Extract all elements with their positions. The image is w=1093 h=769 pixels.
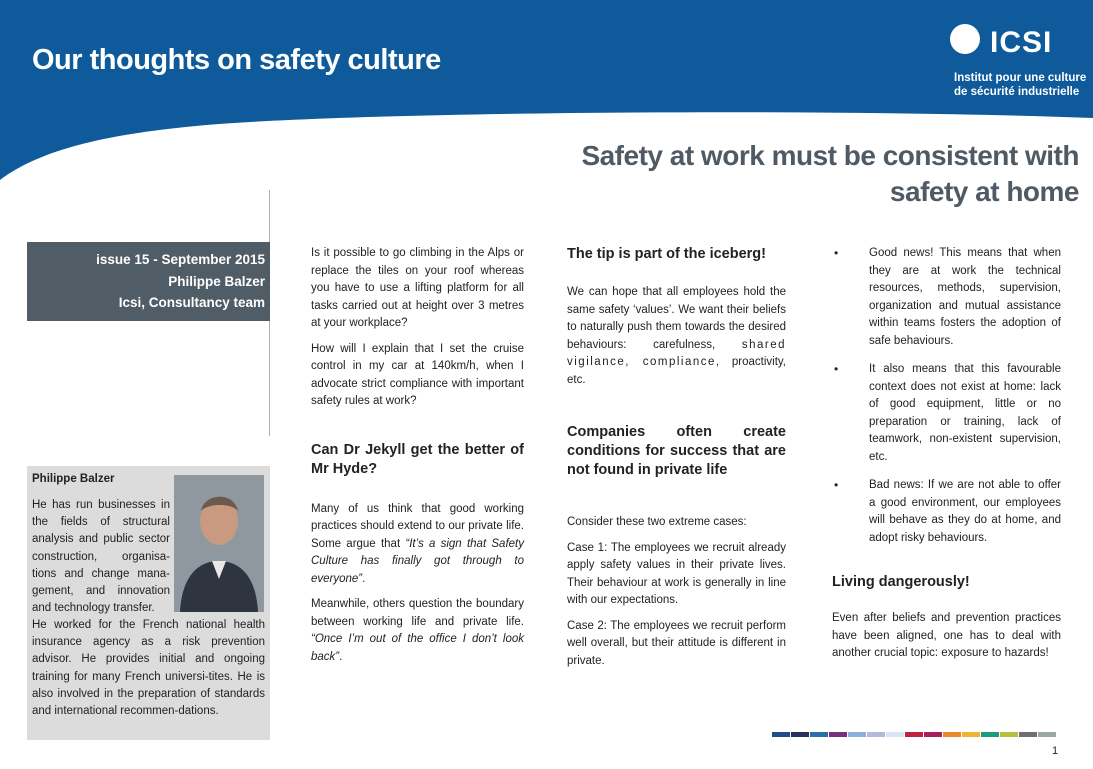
color-swatch [905,732,923,737]
column-1 [311,245,524,674]
page-number: 1 [1052,745,1059,757]
living-dangerously-paragraph: Even after beliefs and prevention practices have been aligned, one has to deal with another crucial topic: exposure to hazards! [832,612,1061,659]
color-swatch [772,732,790,737]
color-swatch [981,732,999,737]
case-1: Case 1: The employees we recruit already apply safety values in their private lives. Their behaviour at work is generally in line with our expectations. [567,541,786,606]
header-title: Our thoughts on safety culture [32,44,441,76]
issue-box [27,242,270,321]
bullet-list [832,245,1061,547]
logo-subtitle-line1: Institut pour une culture [954,72,1087,84]
color-swatch [886,732,904,737]
logo-name: ICSI [990,26,1053,59]
color-swatch [924,732,942,737]
bullet-icon: • [834,246,839,260]
color-swatch [962,732,980,737]
list-item: • Bad news: If we are not able to offer a good environment, our employees will behave as they do at home, and adopt risky behaviours. [834,478,1061,544]
list-item: • Good news! This means that when they are at work the technical resources, methods, supervision, organization and mutual assistance within teams fosters the adoption of safe behaviours. [834,246,1061,347]
intro-paragraph-2: How will I explain that I set the cruise control in my car at 140km/h, when I advocate strict compliance with important safety rules at work? [311,342,524,407]
color-swatch [867,732,885,737]
color-swatch [1038,732,1056,737]
heading-living-dangerously: Living dangerously! [832,574,970,590]
person-icon [174,475,264,612]
column-3 [832,245,1061,671]
bio-text-long: He worked for the French national health insurance agency as a risk prevention advisor. He provides initial and ongoing training for many French universi-tites. He is also involved in the preparation of standards and international recommen-dations. [32,619,265,718]
jekyll-paragraph-1: Many of us think that good working practices should extend to our private life. Some argue that “It’s a sign that Safety Culture has finally got through to everyone”. [311,502,524,585]
logo-subtitle-line2: de sécurité industrielle [954,86,1080,98]
color-swatch [810,732,828,737]
color-swatch [829,732,847,737]
color-swatch [1000,732,1018,737]
color-swatch [848,732,866,737]
intro-paragraph-1: Is it possible to go climbing in the Alps or replace the tiles on your roof whereas you have to use a lifting platform for all tasks carried out at height over 3 metres at your workplace? [311,247,524,329]
color-swatch [1019,732,1037,737]
jekyll-paragraph-2: Meanwhile, others question the boundary between working life and private life. “Once I’m out of the office I don’t look back”. [311,598,524,663]
logo-circle-icon [950,24,980,54]
bio-text-short: He has run businesses in the fields of structural analysis and public sector construction, organisa-tions and change mana-gement, and innovation and technology transfer. [32,499,170,615]
icsi-logo [930,22,1087,102]
issue-team: Icsi, Consultancy team [118,295,265,310]
color-swatch [791,732,809,737]
color-bar [772,732,1057,737]
list-item: • It also means that this favourable context does not exist at home: lack of good equipment, little or no preparation or training, lack of teamwork, non-existent supervision, etc. [834,362,1061,463]
heading-jekyll: Can Dr Jekyll get the better of Mr Hyde? [311,441,524,477]
cases-intro: Consider these two extreme cases: [567,516,747,528]
bullet-icon: • [834,478,839,492]
main-title: Safety at work must be consistent with safety at home [581,140,1079,207]
bullet-icon: • [834,362,839,376]
author-bio [27,466,270,740]
author-photo [174,475,264,612]
column-2 [567,245,786,678]
bio-name: Philippe Balzer [32,473,115,485]
color-swatch [943,732,961,737]
issue-date: issue 15 - September 2015 [96,252,265,267]
case-2: Case 2: The employees we recruit perform well overall, but their attitude is different in private. [567,619,786,667]
heading-companies: Companies often create conditions for success that are not found in private life [567,424,786,478]
issue-author: Philippe Balzer [168,273,265,289]
iceberg-paragraph: We can hope that all employees hold the same safety ‘values’. We want their beliefs to naturally push them towards the desired behaviours: carefulness, shared vigilance, compliance, proactivity, etc. [567,286,786,386]
heading-iceberg: The tip is part of the iceberg! [567,246,766,262]
